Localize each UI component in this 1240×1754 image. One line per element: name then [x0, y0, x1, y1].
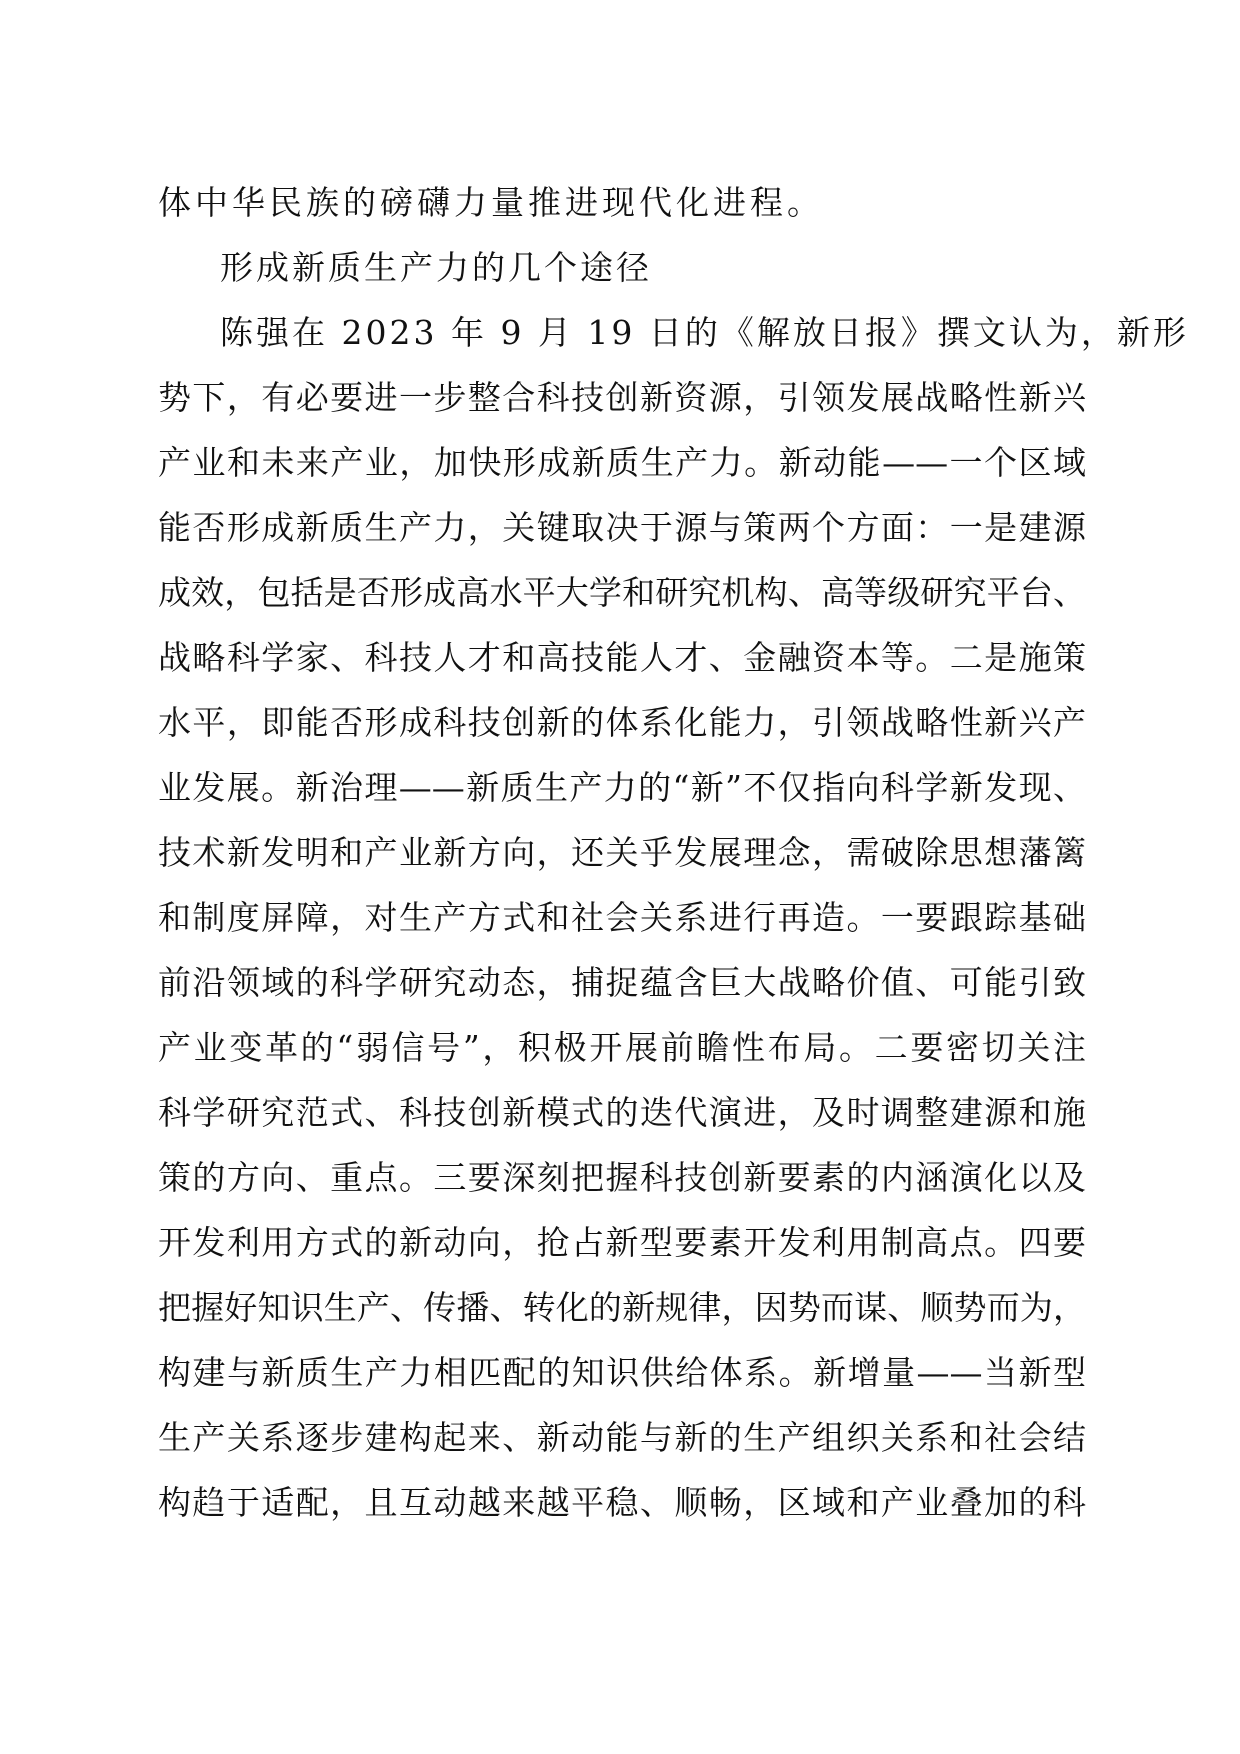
body-text [158, 170, 1189, 1535]
paragraph-line: 策的方向、重点。三要深刻把握科技创新要素的内涵演化以及 [158, 1158, 1086, 1197]
paragraph-line: 水平，即能否形成科技创新的体系化能力，引领战略性新兴产 [158, 703, 1086, 742]
paragraph-line: 战略科学家、科技人才和高技能人才、金融资本等。二是施策 [158, 638, 1086, 677]
paragraph-line: 技术新发明和产业新方向，还关乎发展理念，需破除思想藩篱 [158, 833, 1086, 872]
paragraph-line: 产业变革的“弱信号”，积极开展前瞻性布局。二要密切关注 [158, 1028, 1086, 1067]
paragraph-line: 生产关系逐步建构起来、新动能与新的生产组织关系和社会结 [158, 1418, 1086, 1457]
paragraph-line: 势下，有必要进一步整合科技创新资源，引领发展战略性新兴 [158, 378, 1086, 417]
section-heading: 形成新质生产力的几个途径 [220, 248, 652, 287]
paragraph-line: 构趋于适配，且互动越来越平稳、顺畅，区域和产业叠加的科 [158, 1483, 1086, 1522]
paragraph-line: 开发利用方式的新动向，抢占新型要素开发利用制高点。四要 [158, 1223, 1086, 1262]
paragraph-line: 产业和未来产业，加快形成新质生产力。新动能——一个区域 [158, 443, 1086, 482]
paragraph-line: 业发展。新治理——新质生产力的“新”不仅指向科学新发现、 [158, 768, 1086, 807]
opening-line: 体中华民族的磅礴力量推进现代化进程。 [158, 183, 824, 222]
paragraph-line: 能否形成新质生产力，关键取决于源与策两个方面：一是建源 [158, 508, 1086, 547]
paragraph-line: 成效，包括是否形成高水平大学和研究机构、高等级研究平台、 [158, 573, 1086, 612]
paragraph-line: 科学研究范式、科技创新模式的迭代演进，及时调整建源和施 [158, 1093, 1086, 1132]
paragraph-line: 构建与新质生产力相匹配的知识供给体系。新增量——当新型 [158, 1353, 1086, 1392]
paragraph-line: 陈强在 2023 年 9 月 19 日的《解放日报》撰文认为，新形 [220, 313, 1189, 352]
paragraph-line: 和制度屏障，对生产方式和社会关系进行再造。一要跟踪基础 [158, 898, 1086, 937]
paragraph-line: 前沿领域的科学研究动态，捕捉蕴含巨大战略价值、可能引致 [158, 963, 1086, 1002]
paragraph-line: 把握好知识生产、传播、转化的新规律，因势而谋、顺势而为， [158, 1288, 1086, 1327]
